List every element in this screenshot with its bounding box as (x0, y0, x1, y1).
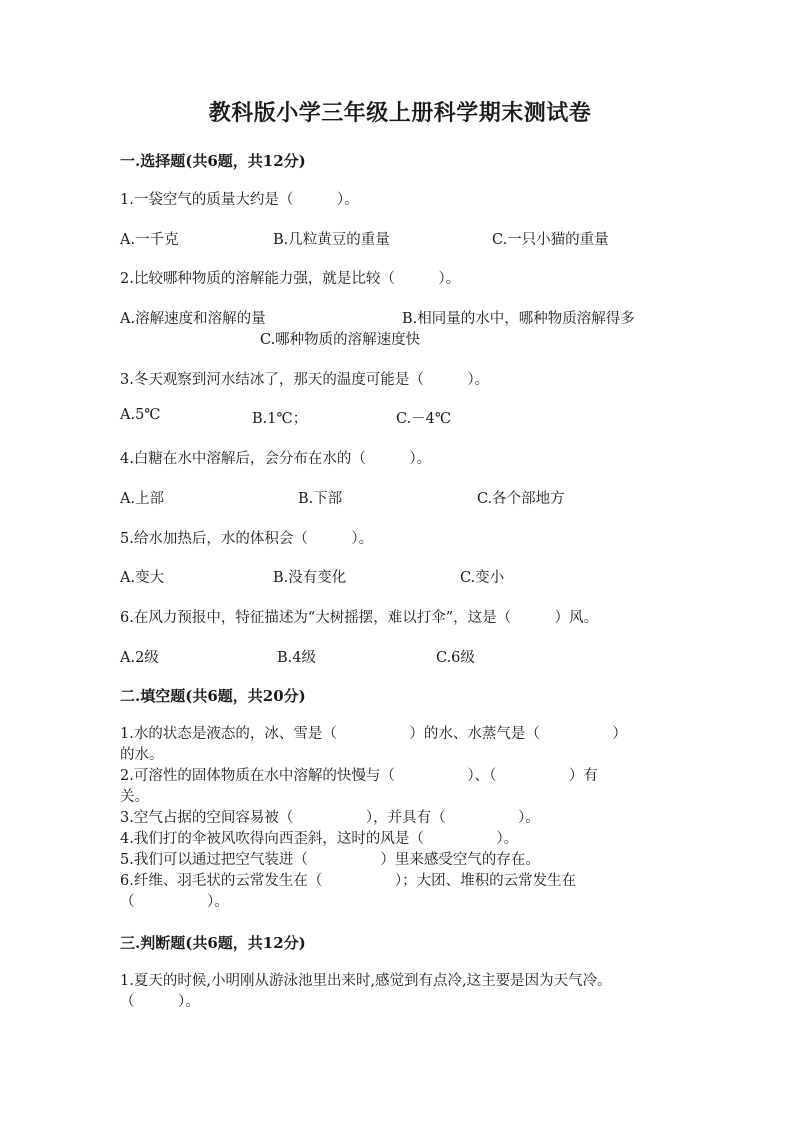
section-heading-judge: 三.判断题(共6题，共12分) (120, 934, 306, 952)
option-c: C.各个部地方 (477, 491, 565, 507)
fill-question-line: 3.空气占据的空间容易被（ ），并具有（ ）。 (120, 810, 540, 826)
option-a: A.上部 (120, 491, 165, 507)
option-c: C.一只小猫的重量 (492, 232, 609, 248)
question-stem: 5.给水加热后，水的体积会（ ）。 (120, 531, 374, 547)
option-a: A.2级 (120, 650, 159, 666)
fill-question-line: 4.我们打的伞被风吹得向西歪斜，这时的风是（ ）。 (120, 831, 519, 847)
fill-question-line: （ ）。 (120, 894, 229, 910)
option-c: C.哪种物质的溶解速度快 (260, 332, 421, 348)
option-c: C.－4℃ (396, 411, 452, 427)
option-b: B.几粒黄豆的重量 (273, 232, 390, 248)
option-c: C.变小 (460, 570, 505, 586)
question-stem: 4.白糖在水中溶解后，会分布在水的（ ）。 (120, 451, 432, 467)
option-b: B.4级 (277, 650, 316, 666)
option-a: A.一千克 (120, 232, 179, 248)
fill-question-line: 的水。 (120, 747, 164, 763)
fill-question-line: 1.水的状态是液态的，冰、雪是（ ）的水、水蒸气是（ ） (120, 726, 627, 742)
section-heading-choice: 一.选择题(共6题，共12分) (120, 152, 306, 170)
option-b: B.下部 (298, 491, 343, 507)
section-heading-fill: 二.填空题(共6题，共20分) (120, 687, 306, 705)
option-b: B.1℃； (252, 411, 308, 427)
judge-question-line: （ ）。 (120, 994, 200, 1010)
option-a: A.变大 (120, 570, 165, 586)
question-stem: 1.一袋空气的质量大约是（ ）。 (120, 192, 359, 208)
fill-question-line: 6.纤维、羽毛状的云常发生在（ ）；大团、堆积的云常发生在 (120, 873, 577, 889)
question-stem: 6.在风力预报中，特征描述为“大树摇摆，难以打伞”，这是（ ）风。 (120, 610, 599, 626)
question-stem: 3.冬天观察到河水结冰了，那天的温度可能是（ ）。 (120, 372, 490, 388)
question-stem: 2.比较哪种物质的溶解能力强，就是比较（ ）。 (120, 271, 461, 287)
option-c: C.6级 (436, 650, 475, 666)
option-a: A.5℃ (120, 407, 161, 423)
option-a: A.溶解速度和溶解的量 (120, 311, 266, 327)
option-b: B.相同量的水中，哪种物质溶解得多 (402, 311, 635, 327)
fill-question-line: 关。 (120, 789, 149, 805)
fill-question-line: 2.可溶性的固体物质在水中溶解的快慢与（ ）、（ ）有 (120, 768, 598, 784)
page-title: 教科版小学三年级上册科学期末测试卷 (208, 100, 592, 126)
judge-question-line: 1.夏天的时候,小明刚从游泳池里出来时,感觉到有点冷,这主要是因为天气冷。 (120, 973, 612, 989)
option-b: B.没有变化 (273, 570, 347, 586)
fill-question-line: 5.我们可以通过把空气装进（ ）里来感受空气的存在。 (120, 852, 540, 868)
